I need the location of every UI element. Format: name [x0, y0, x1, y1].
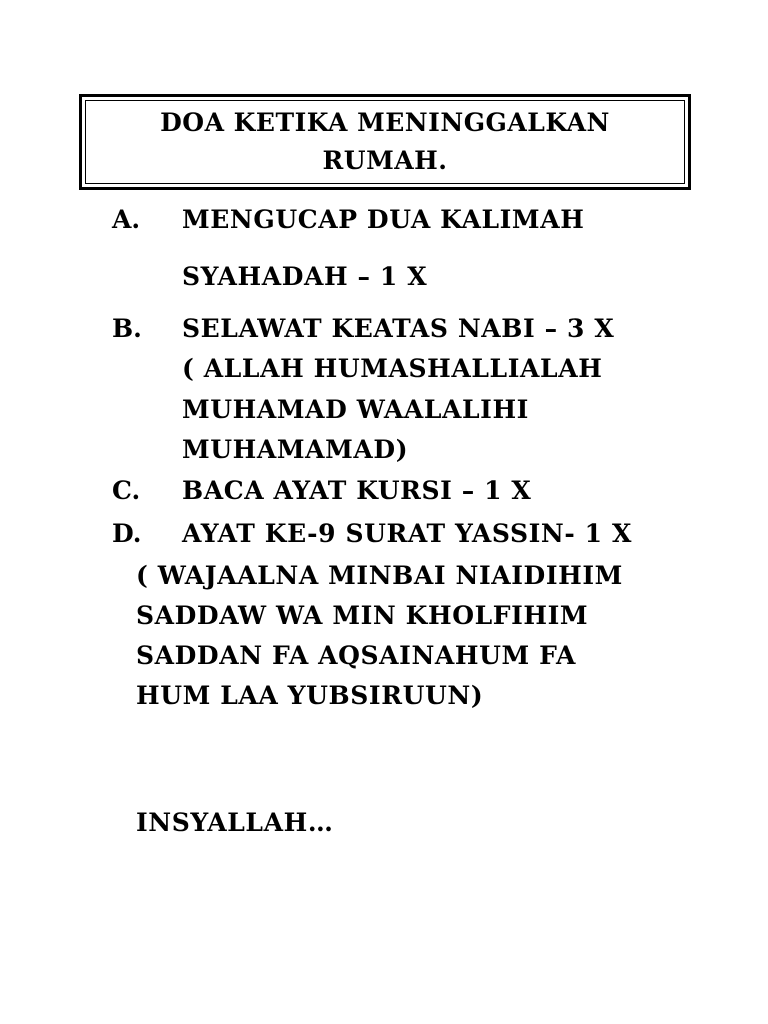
item-b-line-4: MUHAMAMAD): [182, 435, 409, 464]
item-a-marker: A.: [112, 205, 141, 234]
title-frame: [85, 100, 685, 184]
item-b-line-1: SELAWAT KEATAS NABI – 3 X: [182, 314, 615, 343]
item-b-line-2: ( ALLAH HUMASHALLIALAH: [182, 354, 603, 383]
item-c-line-1: BACA AYAT KURSI – 1 X: [182, 476, 532, 505]
quote-line-1: ( WAJAALNA MINBAI NIAIDIHIM: [136, 561, 623, 590]
item-a-line-2: SYAHADAH – 1 X: [182, 262, 428, 291]
title-line-1: DOA KETIKA MENINGGALKAN: [160, 108, 610, 137]
quote-line-4: HUM LAA YUBSIRUUN): [136, 681, 484, 710]
item-c-marker: C.: [112, 476, 141, 505]
title-box: [79, 94, 691, 190]
item-b-line-3: MUHAMAD WAALALIHI: [182, 395, 529, 424]
quote-line-3: SADDAN FA AQSAINAHUM FA: [136, 641, 576, 670]
item-a-line-1: MENGUCAP DUA KALIMAH: [182, 205, 585, 234]
title-line-2: RUMAH.: [322, 146, 448, 175]
quote-line-2: SADDAW WA MIN KHOLFIHIM: [136, 601, 589, 630]
closing-text: INSYALLAH…: [136, 808, 334, 837]
item-d-marker: D.: [112, 519, 142, 548]
item-b-marker: B.: [112, 314, 142, 343]
item-d-line-1: AYAT KE-9 SURAT YASSIN- 1 X: [182, 519, 632, 548]
